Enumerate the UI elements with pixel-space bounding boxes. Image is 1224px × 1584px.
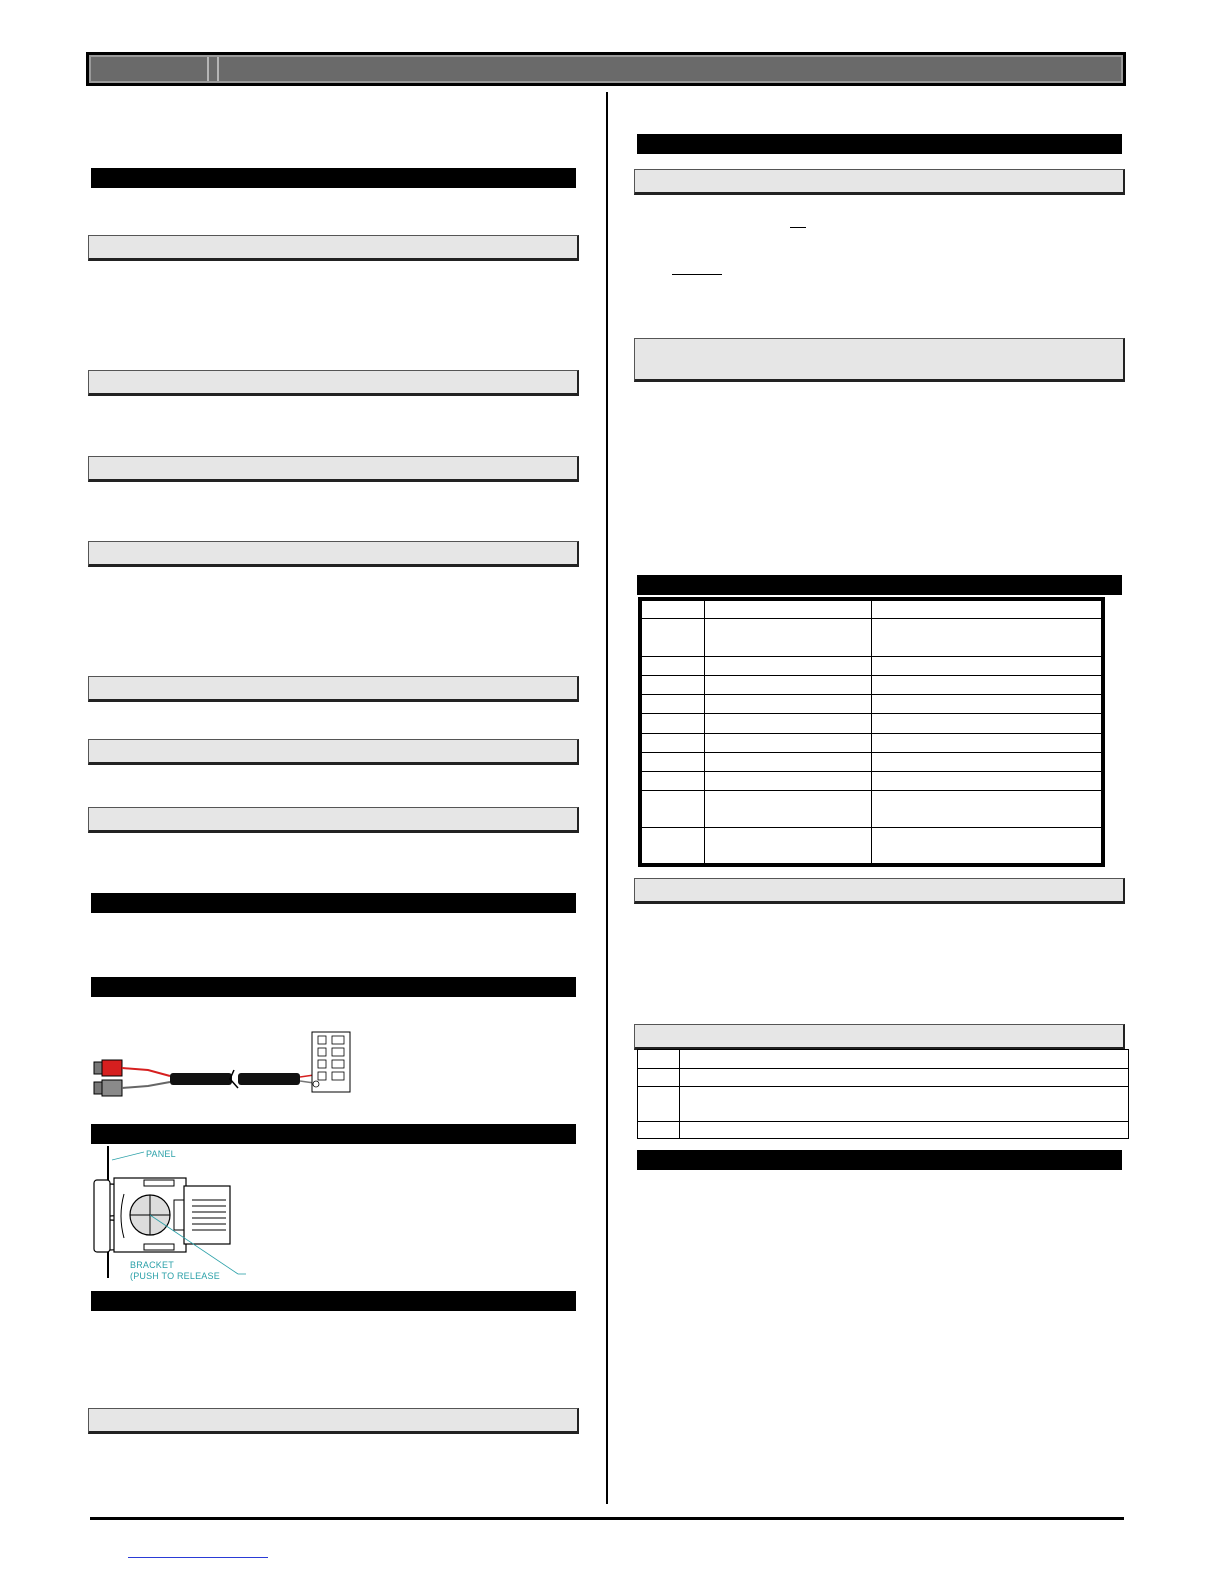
section-heading-bar: [91, 893, 576, 913]
terminal-table: [638, 597, 1105, 867]
section-heading-bar: [637, 1150, 1122, 1170]
table-row: [642, 733, 1102, 752]
section-heading-bar: [91, 1124, 576, 1144]
table-row: [638, 1069, 1129, 1087]
underline-mark: [790, 227, 806, 228]
table-row: [642, 752, 1102, 771]
section-heading-bar: [91, 168, 576, 188]
page-header-bar: [86, 52, 1126, 86]
table-row: [638, 1087, 1129, 1122]
table-header-row: [642, 601, 1102, 619]
subsection-heading-bar: [88, 676, 579, 702]
subsection-heading-bar: [88, 370, 579, 396]
cable-figure: [88, 1026, 358, 1100]
section-heading-bar: [91, 1291, 576, 1311]
subsection-heading-bar: [88, 807, 579, 833]
cable-illustration: [88, 1026, 358, 1100]
bracket-release-label: (PUSH TO RELEASE: [130, 1271, 220, 1281]
table-row: [642, 675, 1102, 694]
section-heading-bar: [637, 134, 1122, 154]
header-divider: [207, 57, 209, 81]
footer-rule: [90, 1517, 1124, 1520]
table-row: [642, 827, 1102, 863]
subsection-heading-bar: [88, 541, 579, 567]
table-row: [638, 1122, 1129, 1139]
column-separator: [606, 92, 608, 1504]
footer-link-underline[interactable]: [128, 1557, 268, 1558]
section-heading-bar: [91, 977, 576, 997]
code-table-grid: [637, 1049, 1129, 1139]
bracket-label: BRACKET: [130, 1260, 174, 1270]
subsection-heading-bar: [634, 169, 1125, 195]
subsection-heading-bar: [88, 235, 579, 261]
table-row: [642, 771, 1102, 790]
subsection-heading-bar: [88, 456, 579, 482]
subsection-heading-bar: [634, 338, 1125, 382]
panel-label: PANEL: [146, 1149, 176, 1159]
subsection-heading-bar: [88, 1408, 579, 1434]
table-row: [642, 714, 1102, 733]
section-heading-bar: [637, 575, 1122, 595]
table-row: [638, 1050, 1129, 1069]
terminal-table-grid: [641, 600, 1102, 864]
table-row: [642, 619, 1102, 656]
underline-mark: [672, 274, 722, 275]
subsection-heading-bar: [634, 878, 1125, 904]
table-row: [642, 695, 1102, 714]
table-row: [642, 791, 1102, 827]
subsection-heading-bar: [634, 1024, 1125, 1050]
subsection-heading-bar: [88, 739, 579, 765]
code-table: [637, 1049, 1129, 1138]
header-divider: [217, 57, 219, 81]
table-row: [642, 656, 1102, 675]
